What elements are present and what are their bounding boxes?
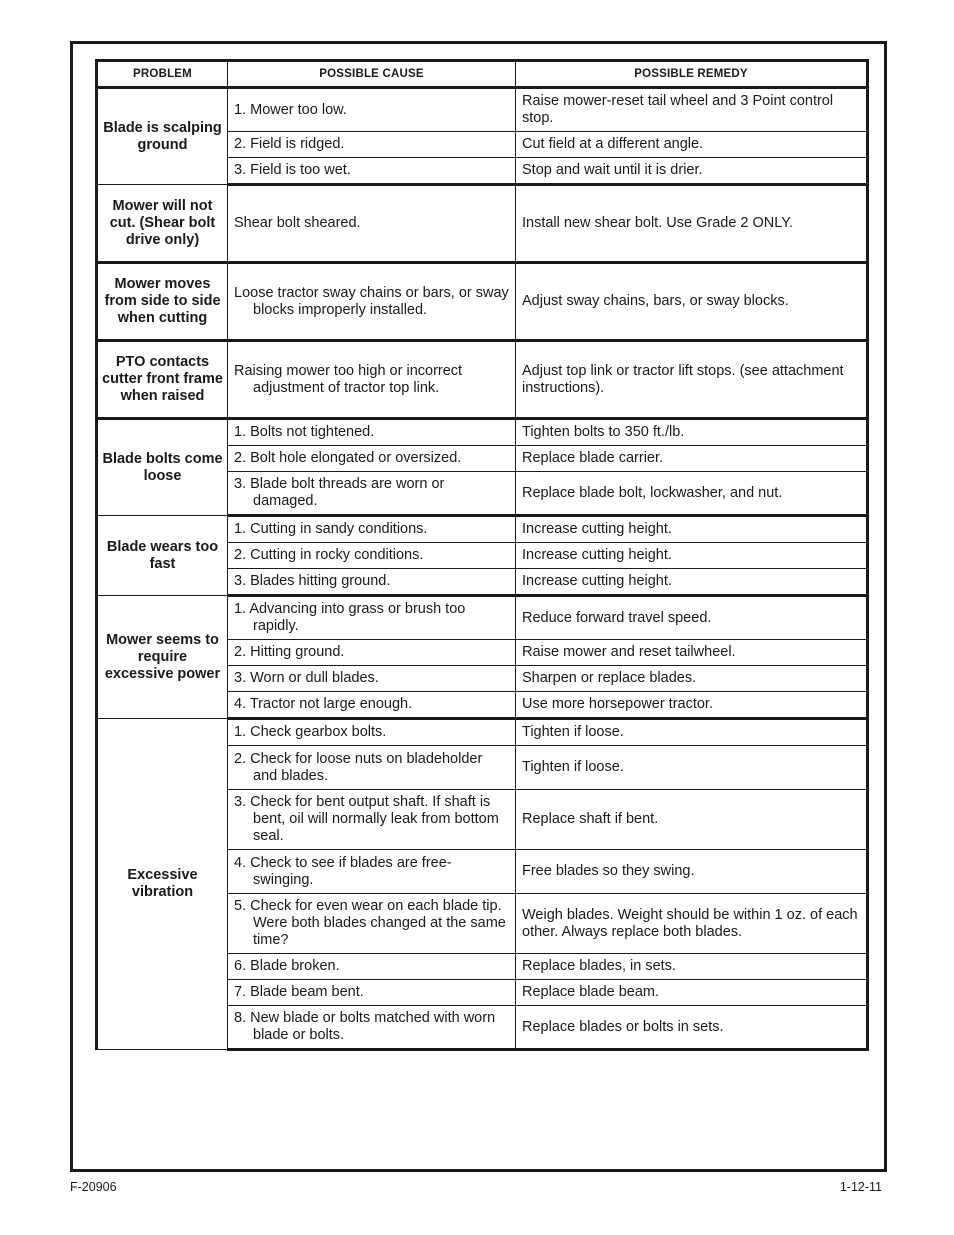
cause-text: 8. New blade or bolts matched with worn blade or bolts.: [234, 1010, 496, 1043]
remedy-cell: Raise mower-reset tail wheel and 3 Point control stop.: [516, 88, 868, 132]
remedy-cell: Tighten if loose.: [516, 719, 868, 746]
cause-cell: [228, 419, 516, 446]
header-remedy: POSSIBLE REMEDY: [516, 61, 868, 88]
remedy-cell: Replace blade beam.: [516, 980, 868, 1006]
cause-cell: [228, 516, 516, 543]
remedy-cell: Weigh blades. Weight should be within 1 oz. of each other. Always replace both blades.: [516, 894, 868, 954]
doc-date: 1-12-11: [839, 1180, 882, 1194]
cause-text: 3. Blade bolt threads are worn or damaged.: [234, 476, 445, 509]
troubleshooting-table: [95, 59, 869, 1051]
remedy-cell: Reduce forward travel speed.: [516, 596, 868, 640]
remedy-cell: Tighten bolts to 350 ft./lb.: [516, 419, 868, 446]
table-row: [97, 419, 868, 446]
cause-cell: [228, 746, 516, 790]
remedy-cell: Stop and wait until it is drier.: [516, 158, 868, 185]
cause-cell: [228, 472, 516, 516]
cause-cell: [228, 719, 516, 746]
remedy-cell: Install new shear bolt. Use Grade 2 ONLY.: [516, 185, 868, 263]
header-problem: PROBLEM: [97, 61, 228, 88]
remedy-cell: Raise mower and reset tailwheel.: [516, 640, 868, 666]
cause-cell: [228, 185, 516, 263]
cause-text: 2. Check for loose nuts on bladeholder and blades.: [234, 750, 483, 784]
remedy-cell: Sharpen or replace blades.: [516, 666, 868, 692]
cause-text: Loose tractor sway chains or bars, or sway blocks improperly installed.: [234, 284, 509, 318]
cause-text: 1. Bolts not tightened.: [234, 424, 375, 440]
remedy-cell: Adjust sway chains, bars, or sway blocks.: [516, 263, 868, 341]
cause-cell: [228, 341, 516, 419]
table-row: [97, 263, 868, 341]
cause-text: 3. Blades hitting ground.: [234, 573, 391, 589]
cause-text: 1. Advancing into grass or brush too rapidly.: [234, 601, 466, 634]
cause-cell: [228, 596, 516, 640]
problem-cell: Blade wears too fast: [97, 516, 228, 596]
cause-cell: [228, 640, 516, 666]
problem-cell: PTO contacts cutter front frame when raised: [97, 341, 228, 419]
cause-cell: [228, 980, 516, 1006]
doc-number: F-20906: [70, 1180, 117, 1194]
table-row: [97, 719, 868, 746]
cause-text: 3. Field is too wet.: [234, 162, 351, 178]
remedy-cell: Free blades so they swing.: [516, 850, 868, 894]
cause-cell: [228, 446, 516, 472]
remedy-cell: Replace blade bolt, lockwasher, and nut.: [516, 472, 868, 516]
remedy-cell: Tighten if loose.: [516, 746, 868, 790]
remedy-cell: Replace blades or bolts in sets.: [516, 1006, 868, 1050]
cause-text: 1. Check gearbox bolts.: [234, 724, 387, 740]
problem-cell: Excessive vibration: [97, 719, 228, 1050]
cause-text: Shear bolt sheared.: [234, 215, 361, 231]
table-row: [97, 516, 868, 543]
remedy-cell: Adjust top link or tractor lift stops. (see attachment instructions).: [516, 341, 868, 419]
cause-text: 2. Cutting in rocky conditions.: [234, 547, 424, 563]
table-row: [97, 341, 868, 419]
cause-cell: [228, 263, 516, 341]
remedy-cell: Replace blade carrier.: [516, 446, 868, 472]
cause-cell: [228, 666, 516, 692]
cause-cell: [228, 954, 516, 980]
cause-cell: [228, 790, 516, 850]
remedy-cell: Increase cutting height.: [516, 516, 868, 543]
problem-cell: Mower will not cut. (Shear bolt drive only): [97, 185, 228, 263]
remedy-cell: Increase cutting height.: [516, 569, 868, 596]
table-row: [97, 185, 868, 263]
cause-text: 7. Blade beam bent.: [234, 984, 364, 1000]
problem-cell: Mower moves from side to side when cutting: [97, 263, 228, 341]
cause-cell: [228, 692, 516, 719]
header-cause: POSSIBLE CAUSE: [228, 61, 516, 88]
cause-text: 4. Check to see if blades are free-swinging.: [234, 854, 452, 888]
remedy-cell: Increase cutting height.: [516, 543, 868, 569]
table-body: [97, 88, 868, 1050]
cause-cell: [228, 569, 516, 596]
cause-text: 2. Bolt hole elongated or oversized.: [234, 450, 462, 466]
cause-text: 3. Worn or dull blades.: [234, 670, 379, 686]
remedy-cell: Replace blades, in sets.: [516, 954, 868, 980]
remedy-cell: Cut field at a different angle.: [516, 132, 868, 158]
cause-cell: [228, 850, 516, 894]
cause-text: 2. Hitting ground.: [234, 644, 345, 660]
table-header-row: [97, 61, 868, 88]
cause-text: 1. Mower too low.: [234, 101, 347, 118]
problem-cell: Blade bolts come loose: [97, 419, 228, 516]
cause-text: 4. Tractor not large enough.: [234, 696, 413, 712]
cause-text: 6. Blade broken.: [234, 958, 340, 974]
cause-text: 5. Check for even wear on each blade tip. Were both blades changed at the same time?: [234, 898, 506, 948]
cause-text: 1. Cutting in sandy conditions.: [234, 521, 428, 537]
table-row: [97, 596, 868, 640]
cause-cell: [228, 158, 516, 185]
cause-cell: [228, 88, 516, 132]
cause-cell: [228, 543, 516, 569]
cause-cell: [228, 894, 516, 954]
problem-cell: Mower seems to require excessive power: [97, 596, 228, 719]
table-row: [97, 88, 868, 132]
cause-cell: [228, 132, 516, 158]
problem-cell: Blade is scalping ground: [97, 88, 228, 185]
remedy-cell: Use more horsepower tractor.: [516, 692, 868, 719]
remedy-cell: Replace shaft if bent.: [516, 790, 868, 850]
cause-text: 3. Check for bent output shaft. If shaft is bent, oil will normally leak from bottom seal.: [234, 794, 499, 844]
cause-text: 2. Field is ridged.: [234, 136, 345, 152]
cause-cell: [228, 1006, 516, 1050]
cause-text: Raising mower too high or incorrect adjustment of tractor top link.: [234, 362, 463, 396]
